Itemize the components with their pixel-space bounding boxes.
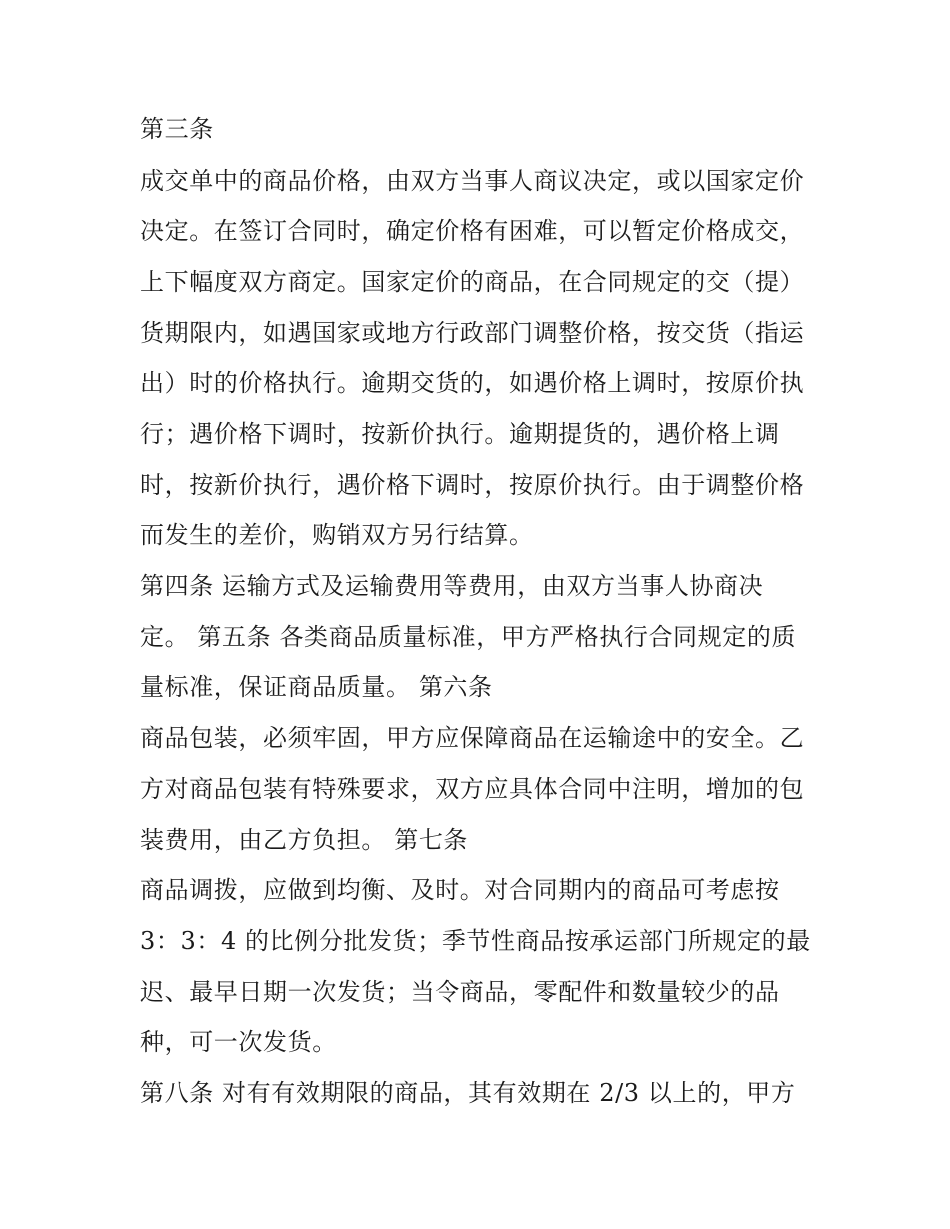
text-line: 种，可一次发货。 — [140, 1028, 337, 1056]
text-line: 商品调拨，应做到均衡、及时。对合同期内的商品可考虑按 — [140, 876, 780, 904]
text-line: 上下幅度双方商定。国家定价的商品，在合同规定的交（提） — [140, 268, 805, 296]
text-line: 决定。在签订合同时，确定价格有困难，可以暂定价格成交， — [140, 217, 805, 245]
text-line: 装费用，由乙方负担。 第七条 — [140, 826, 469, 854]
text-line: 第八条 对有有效期限的商品，其有效期在 2/3 以上的，甲方 — [140, 1079, 796, 1107]
text-line: 行；遇价格下调时，按新价执行。逾期提货的，遇价格上调 — [140, 420, 780, 448]
text-line: 第三条 — [140, 115, 214, 143]
text-line: 出）时的价格执行。逾期交货的，如遇价格上调时，按原价执 — [140, 369, 805, 397]
text-line: 定。 第五条 各类商品质量标准，甲方严格执行合同规定的质 — [140, 623, 797, 651]
text-line: 3：3：4 的比例分批发货；季节性商品按承运部门所规定的最 — [140, 927, 811, 955]
text-line: 时，按新价执行，遇价格下调时，按原价执行。由于调整价格 — [140, 471, 805, 499]
text-line: 迟、最早日期一次发货；当令商品，零配件和数量较少的品 — [140, 978, 780, 1006]
text-line: 方对商品包装有特殊要求，双方应具体合同中注明，增加的包 — [140, 775, 805, 803]
text-line: 货期限内，如遇国家或地方行政部门调整价格，按交货（指运 — [140, 319, 805, 347]
text-line: 第四条 运输方式及运输费用等费用，由双方当事人协商决 — [140, 572, 764, 600]
text-line: 而发生的差价，购销双方另行结算。 — [140, 521, 534, 549]
text-line: 商品包装，必须牢固，甲方应保障商品在运输途中的安全。乙 — [140, 724, 805, 752]
text-line: 量标准，保证商品质量。 第六条 — [140, 673, 493, 701]
text-line: 成交单中的商品价格，由双方当事人商议决定，或以国家定价 — [140, 167, 805, 195]
